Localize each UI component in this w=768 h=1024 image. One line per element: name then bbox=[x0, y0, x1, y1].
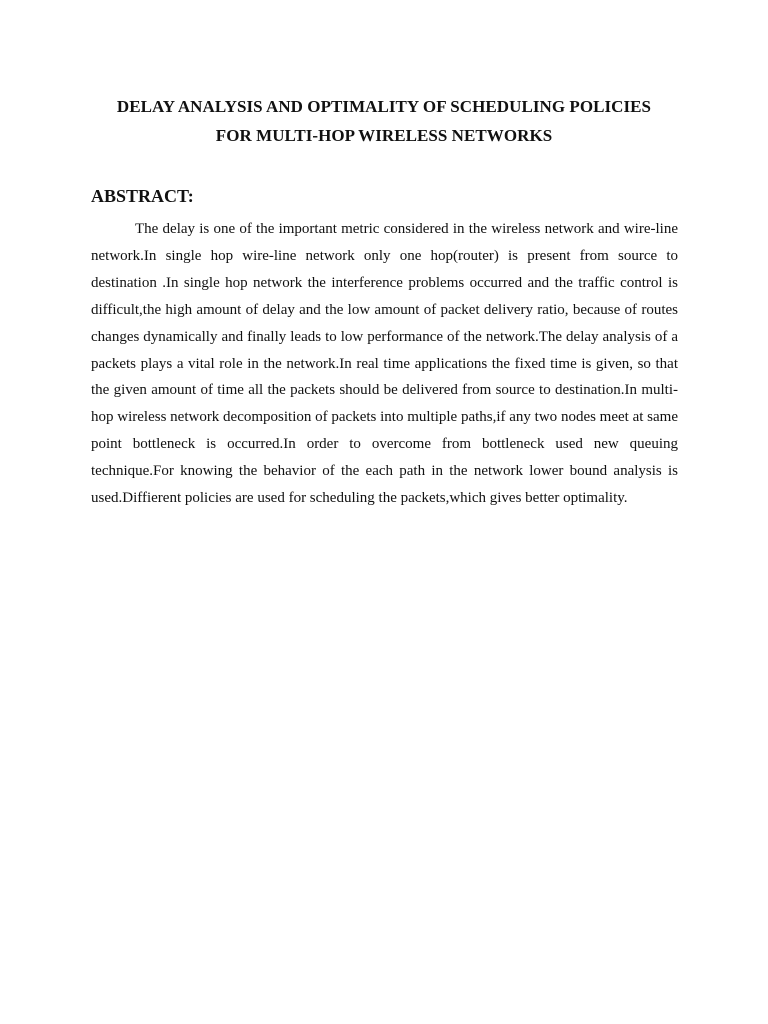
document-title bbox=[0, 92, 768, 150]
title-line-2: FOR MULTI-HOP WIRELESS NETWORKS bbox=[215, 126, 553, 145]
abstract-heading: ABSTRACT: bbox=[91, 186, 194, 206]
abstract-paragraph: The delay is one of the important metric considered in the wireless network and wire-line network.In single hop wire-line network only one hop(router) is present from source to destination .In single hop network the interference problems occurred and the traffic control is difficult,the high amount of delay and the low amount of packet delivery ratio, because of routes changes dynamically and finally leads to low performance of the network.The delay analysis of a packets plays a vital role in the network.In real time applications the fixed time is given, so that the given amount of time all the packets should be delivered from source to destination.In multi-hop wireless network decomposition of packets into multiple paths,if any two nodes meet at same point bottleneck is occurred.In order to overcome from bottleneck used new queuing technique.For knowing the behavior of the each path in the network lower bound analysis is used.Diffierent policies are used for scheduling the packets,which gives better optimality. bbox=[91, 221, 678, 507]
title-line-1: DELAY ANALYSIS AND OPTIMALITY OF SCHEDULING POLICIES bbox=[116, 97, 652, 116]
abstract-body bbox=[91, 216, 678, 512]
